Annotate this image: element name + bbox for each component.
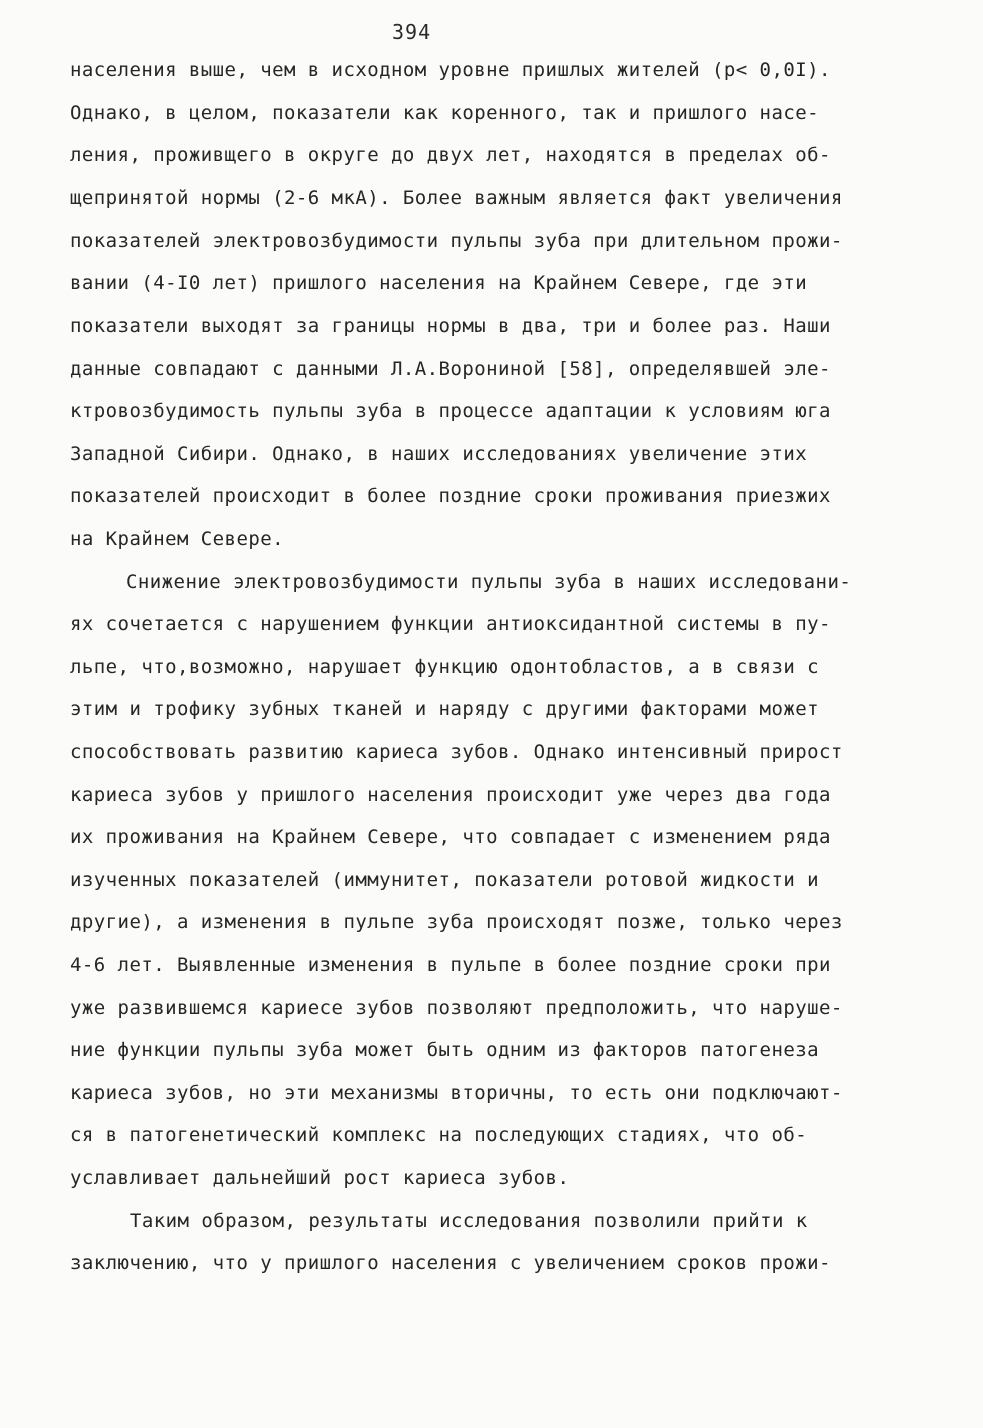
text-line: уславливает дальнейший рост кариеса зубов.: [70, 1167, 570, 1189]
text-line: кариеса зубов, но эти механизмы вторичны, то есть они подключают-: [70, 1082, 843, 1104]
text-line: вании (4-I0 лет) пришлого населения на Крайнем Севере, где эти: [70, 272, 808, 294]
text-line: изученных показателей (иммунитет, показатели ротовой жидкости и: [70, 869, 820, 891]
text-line: населения выше, чем в исходном уровне пришлых жителей (р< 0,0I).: [70, 59, 831, 81]
text-line: кариеса зубов у пришлого населения происходит уже через два года: [70, 784, 831, 806]
text-line: показателей происходит в более поздние сроки проживания приезжих: [70, 485, 831, 507]
text-line: ях сочетается с нарушением функции антиоксидантной системы в пу-: [70, 613, 831, 635]
text-line: ние функции пульпы зуба может быть одним из факторов патогенеза: [70, 1039, 820, 1061]
text-line: ления, проживщего в округе до двух лет, находятся в пределах об-: [70, 144, 831, 166]
text-line: показатели выходят за границы нормы в два, три и более раз. Наши: [70, 315, 831, 337]
paragraph-first-line: Таким образом, результаты исследования позволили прийти к: [130, 1210, 808, 1232]
text-line: другие), а изменения в пульпе зуба происходят позже, только через: [70, 911, 843, 933]
text-line: на Крайнем Севере.: [70, 528, 285, 550]
text-line: щепринятой нормы (2-6 мкА). Более важным является факт увеличения: [70, 187, 843, 209]
text-line: Однако, в целом, показатели как коренного, так и пришлого насе-: [70, 102, 820, 124]
text-line: показателей электровозбудимости пульпы зуба при длительном прожи-: [70, 230, 843, 252]
paragraph-first-line: Снижение электровозбудимости пульпы зуба в наших исследовани-: [126, 571, 852, 593]
text-line: уже развившемся кариесе зубов позволяют предположить, что наруше-: [70, 997, 843, 1019]
text-line: Западной Сибири. Однако, в наших исследованиях увеличение этих: [70, 443, 808, 465]
text-line: льпе, что,возможно, нарушает функцию одонтобластов, а в связи с: [70, 656, 820, 678]
text-line: способствовать развитию кариеса зубов. Однако интенсивный прирост: [70, 741, 843, 763]
text-line: заключению, что у пришлого населения с увеличением сроков прожи-: [70, 1252, 831, 1274]
text-line: данные совпадают с данными Л.А.Ворониной [58], определявшей эле-: [70, 358, 831, 380]
text-line: ся в патогенетический комплекс на последующих стадиях, что об-: [70, 1124, 808, 1146]
text-line: ктровозбудимость пульпы зуба в процессе адаптации к условиям юга: [70, 400, 831, 422]
text-line: 4-6 лет. Выявленные изменения в пульпе в более поздние сроки при: [70, 954, 831, 976]
text-line: этим и трофику зубных тканей и наряду с другими факторами может: [70, 698, 820, 720]
text-line: их проживания на Крайнем Севере, что совпадает с изменением ряда: [70, 826, 831, 848]
page-number: 394: [392, 20, 432, 44]
